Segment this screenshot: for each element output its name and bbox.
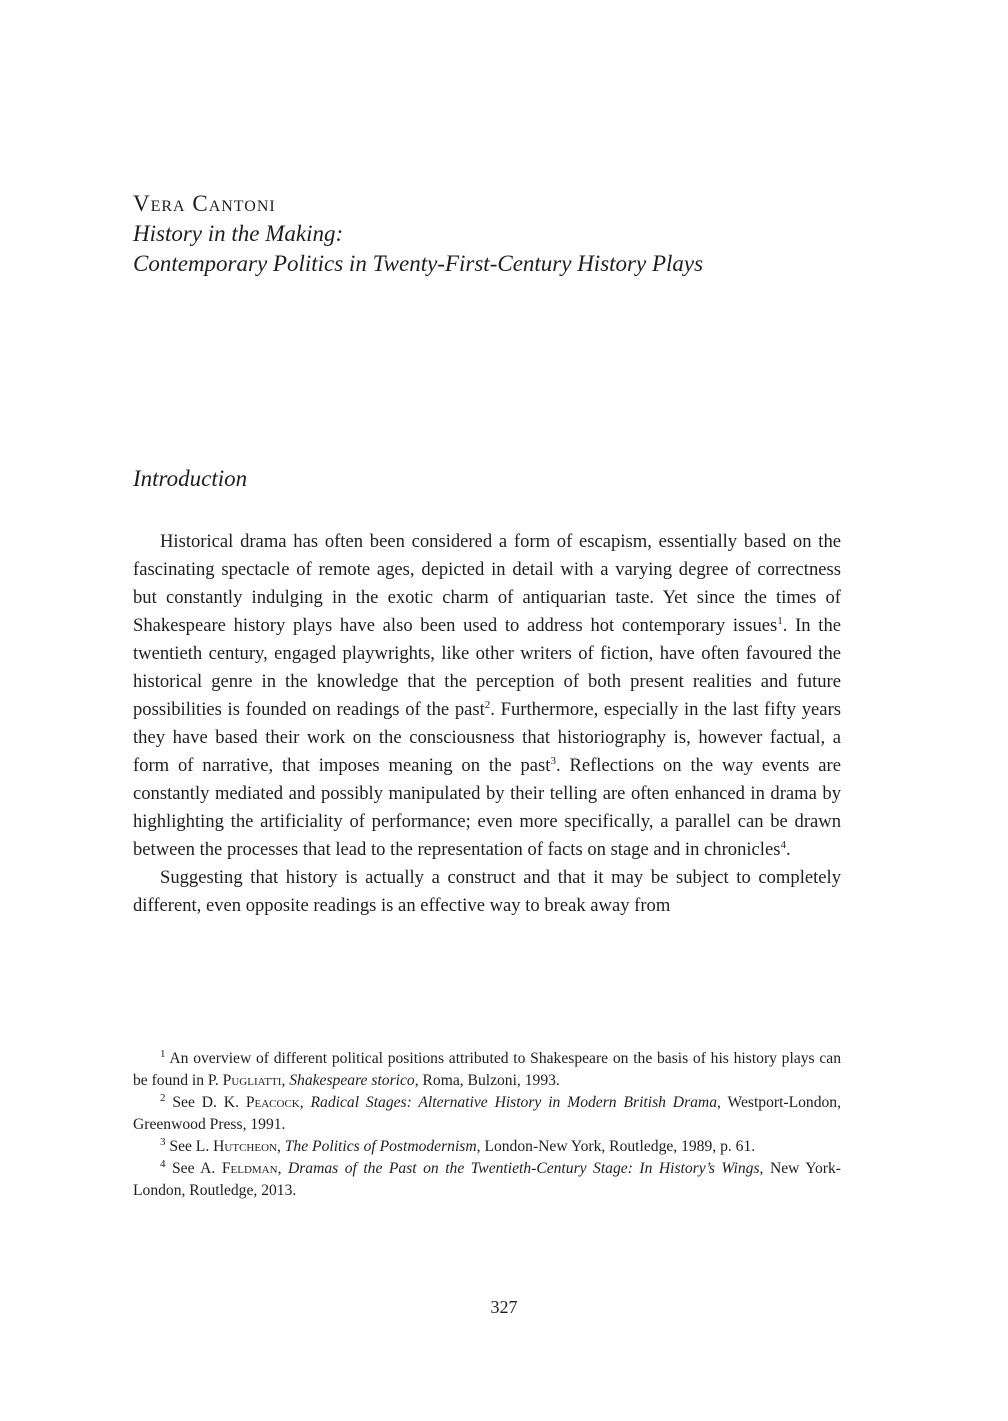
footnote-1-number: 1 — [160, 1047, 166, 1060]
paragraph-1-text-e: . — [785, 839, 791, 860]
section-heading: Introduction — [133, 466, 248, 491]
footnote-4-work: Dramas of the Past on the Twentieth-Century Stage: In History’s Wings — [287, 1160, 760, 1177]
footnote-4 — [133, 1158, 841, 1202]
footnote-2-sep: , — [299, 1094, 311, 1111]
footnote-2-pre: See D. K. — [165, 1094, 246, 1111]
footnote-ref-3[interactable]: 3 — [550, 754, 556, 767]
footnote-1-work: Shakespeare storico — [289, 1072, 415, 1089]
footnote-4-pre: See A. — [165, 1160, 222, 1177]
footnote-ref-4[interactable]: 4 — [780, 838, 786, 851]
footnote-2 — [133, 1092, 841, 1136]
footnote-2-number: 2 — [160, 1091, 166, 1104]
body-text — [133, 528, 841, 920]
paragraph-1-text-c: . Furthermore, especially in the last fifty years they have based their work on the consciousness that historiography is, however factual, a form of narrative, that imposes meaning on the past — [133, 699, 841, 776]
paragraph-1-text-d: . Reflections on the way events are constantly mediated and possibly manipulated by their telling are often enhanced in drama by highlighting the artificiality of performance; even more specifically, a parallel can be drawn between the processes that lead to the representation of facts on stage and in chronicles — [133, 755, 841, 860]
footnote-3 — [133, 1136, 841, 1158]
footnote-3-number: 3 — [160, 1135, 166, 1148]
chapter-header — [133, 189, 893, 279]
paragraph-1-text-a: Historical drama has often been considered a form of escapism, essentially based on the fascinating spectacle of remote ages, depicted in detail with a varying degree of correctness but constantly indulging in the exotic charm of antiquarian taste. Yet since the times of Shakespeare history plays have also been used to address hot contemporary issues — [133, 531, 841, 636]
paragraph-1 — [133, 528, 841, 864]
footnote-3-work: The Politics of Postmodernism — [284, 1138, 477, 1155]
footnote-4-author: Feldman — [221, 1160, 278, 1177]
footnote-3-author: Hutcheon — [213, 1138, 277, 1155]
author-name: Vera Cantoni — [133, 191, 276, 216]
footnote-3-sep: , — [276, 1138, 285, 1155]
page-number: 327 — [490, 1297, 518, 1317]
footnote-1-author: Pugliatti — [222, 1072, 282, 1089]
footnote-2-author: Peacock — [245, 1094, 300, 1111]
footnote-2-work: Radical Stages: Alternative History in Modern British Drama — [310, 1094, 717, 1111]
footnotes — [133, 1048, 841, 1202]
footnote-ref-1[interactable]: 1 — [777, 614, 783, 627]
chapter-title-line-2: Contemporary Politics in Twenty-First-Century History Plays — [133, 251, 704, 276]
footnote-1 — [133, 1048, 841, 1092]
footnote-1-sep: , — [281, 1072, 290, 1089]
footnote-3-post: , London-New York, Routledge, 1989, p. 61. — [476, 1138, 756, 1155]
chapter-title-line-1: History in the Making: — [133, 221, 344, 246]
footnote-ref-2[interactable]: 2 — [484, 698, 491, 711]
footnote-2-post: , Westport-London, Greenwood Press, 1991. — [133, 1094, 842, 1133]
paragraph-1-text-b: . In the twentieth century, engaged playwrights, like other writers of fiction, have often favoured the historical genre in the knowledge that the perception of both present realities and future possibilities is founded on readings of the past — [133, 615, 841, 720]
footnote-4-post: , New York-London, Routledge, 2013. — [133, 1160, 841, 1199]
paragraph-2: Suggesting that history is actually a construct and that it may be subject to completely different, even opposite readings is an effective way to break away from — [133, 867, 841, 916]
footnote-4-sep: , — [277, 1160, 288, 1177]
footnote-4-number: 4 — [160, 1157, 166, 1170]
footnote-1-post: , Roma, Bulzoni, 1993. — [414, 1072, 560, 1089]
footnote-3-pre: See L. — [165, 1138, 214, 1155]
footnote-1-pre: An overview of different political positions attributed to Shakespeare on the basis of his history plays can be found in P. — [133, 1050, 841, 1089]
